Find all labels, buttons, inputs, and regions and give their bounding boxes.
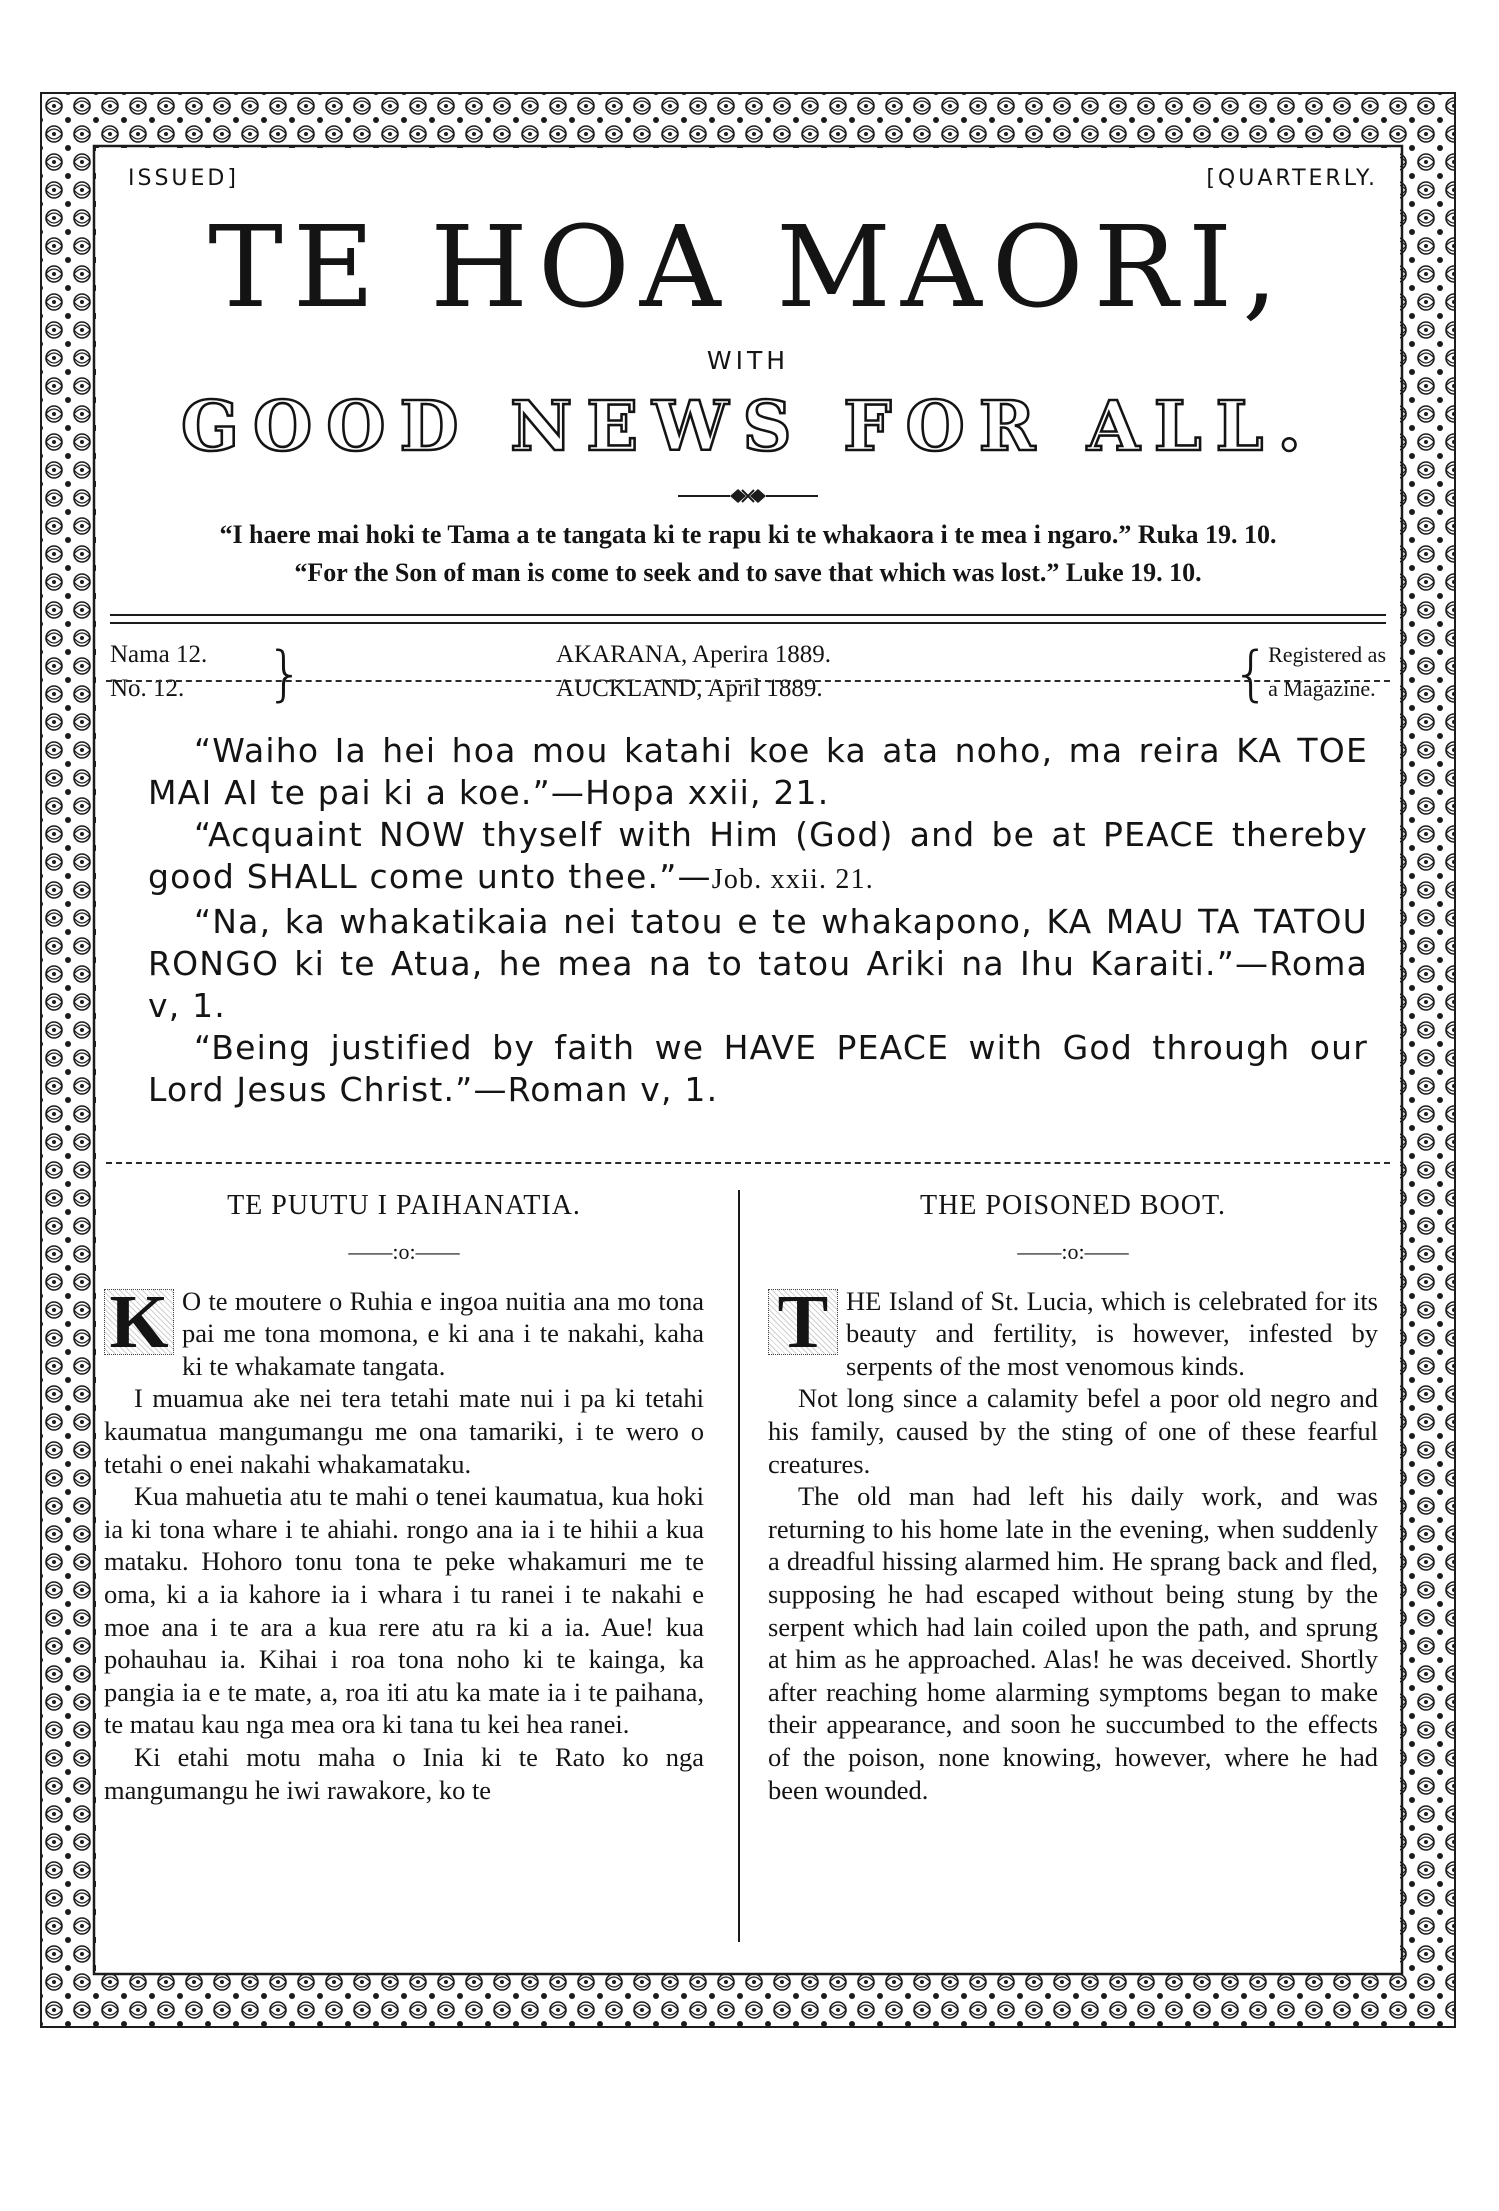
article-english-para-3: The old man had left his daily work, and was returning to his home late in the evening, when suddenly a dreadful hissing alarmed him. He sprang back and fled, supposing he had escaped without being stung by the serpent which had lain coiled upon the path, and sprung at him as he approached. Alas! he was deceived. Shortly after reaching home alarming symptoms began to make their appearance, and soon he succumbed to the effects of the poison, none knowing, however, where he had been wounded. (768, 1481, 1378, 1805)
brace-left-icon: } (266, 639, 305, 709)
scripture-quotes (148, 730, 1368, 1111)
article-english-para-2: Not long since a calamity befel a poor old negro and his family, caused by the sting of one of these fearful creatures. (768, 1383, 1378, 1479)
quote-4: “Being justified by faith we HAVE PEACE with God through our Lord Jesus Christ.”—Roman v, 1. (148, 1028, 1368, 1109)
issue-meta (110, 638, 1386, 712)
issue-frequency-row (128, 166, 1378, 206)
registration-note (1268, 638, 1386, 706)
flourish-ornament-icon (678, 486, 818, 506)
rule-top-1 (110, 614, 1386, 616)
date-english: AUCKLAND, April 1889. (556, 675, 823, 702)
dashed-rule-lower (106, 1162, 1390, 1164)
article-maori-separator: ——:o:—— (348, 1239, 460, 1264)
article-english-title: THE POISONED BOOT. (919, 1190, 1227, 1221)
issue-number (110, 638, 207, 706)
article-maori-para-1-text: O te moutere o Ruhia e ingoa nuitia ana mo tona pai me tona momona, e ki ana i te nakahi, kaha ki te whakamate tangata. (182, 1285, 704, 1381)
quarterly-label: [QUARTERLY. (1206, 166, 1378, 191)
article-english-para-1 (768, 1279, 1378, 1383)
article-maori (104, 1190, 704, 1806)
column-divider (738, 1190, 740, 1942)
dropcap-t-icon: T (768, 1289, 838, 1355)
article-maori-title: TE PUUTU I PAIHANATIA. (227, 1190, 581, 1221)
quote-2 (148, 814, 1368, 901)
article-maori-para-4: Ki etahi motu maha o Inia ki te Rato ko nga mangumangu he iwi rawakore, ko te (104, 1741, 704, 1805)
motto-english: “For the Son of man is come to seek and to save that which was lost.” Luke 19. 10. (294, 558, 1202, 587)
article-maori-para-2: I muamua ake nei tera tetahi mate nui i pa ki tetahi kaumatua mangumangu me ona tamariki, i te wero o tetahi o enei nakahi whakamataku. (104, 1383, 704, 1479)
newspaper-page (98, 150, 1398, 1970)
dropcap-k-icon: K (104, 1289, 174, 1355)
quote-1: “Waiho Ia hei hoa mou katahi koe ka ata noho, ma reira KA TOE MAI AI te pai ki a koe.”—Hopa xxii, 21. (148, 731, 1368, 812)
registered-line-2: a Magazine. (1268, 676, 1376, 701)
quote-3: “Na, ka whakatikaia nei tatou e te whakapono, KA MAU TA TATOU RONGO ki te Atua, he mea na to tatou Ariki na Ihu Karaiti.”—Roma v, 1. (148, 902, 1368, 1025)
dashed-rule-upper (106, 680, 1390, 682)
registered-line-1: Registered as (1268, 642, 1386, 667)
article-english-para-1-text: HE Island of St. Lucia, which is celebrated for its beauty and fertility, is however, infested by serpents of the most venomous kinds. (846, 1285, 1378, 1381)
issue-date (556, 638, 831, 706)
article-english-separator: ——:o:—— (1017, 1239, 1129, 1264)
quote-2-text: “Acquaint NOW thyself with Him (God) and be at PEACE thereby good SHALL come unto thee.”— (148, 815, 1368, 896)
masthead-with: WITH (706, 346, 790, 375)
masthead-title: TE HOA MAORI, (208, 203, 1288, 333)
issued-label: ISSUED] (128, 166, 239, 191)
motto-maori: “I haere mai hoki te Tama a te tangata ki te rapu ki te whakaora i te mea i ngaro.” Ruka 19. 10. (219, 520, 1277, 549)
brace-right-icon: { (1232, 639, 1271, 709)
article-maori-para-3: Kua mahuetia atu te mahi o tenei kaumatua, kua hoki ia ki tona whare i te ahiahi. rongo ana ia i te hihii a kua mataku. Hohoro tonu tona te peke whakamuri me te oma, ki a ia kahore ia i whara i tu ranei i te nakahi e moe ana i te ara a kua rere atu ra ki a ia. Aue! kua pohauhau ia. Kihai i roa tona noho ki te kainga, ka pangia ia e te mate, a, roa iti atu ka mate ia i te paihana, te matau kau nga mea ora ki tana tu kei hea ranei. (104, 1481, 704, 1740)
date-maori: AKARANA, Aperira 1889. (556, 641, 831, 668)
masthead-subtitle: GOOD NEWS FOR ALL. (180, 387, 1316, 467)
rule-top-2 (110, 622, 1386, 624)
quote-2-ref: Job. xxii. 21. (711, 864, 874, 895)
no-number: No. 12. (110, 675, 185, 702)
article-english (768, 1190, 1378, 1806)
nama-number: Nama 12. (110, 641, 208, 668)
article-maori-para-1 (104, 1279, 704, 1383)
